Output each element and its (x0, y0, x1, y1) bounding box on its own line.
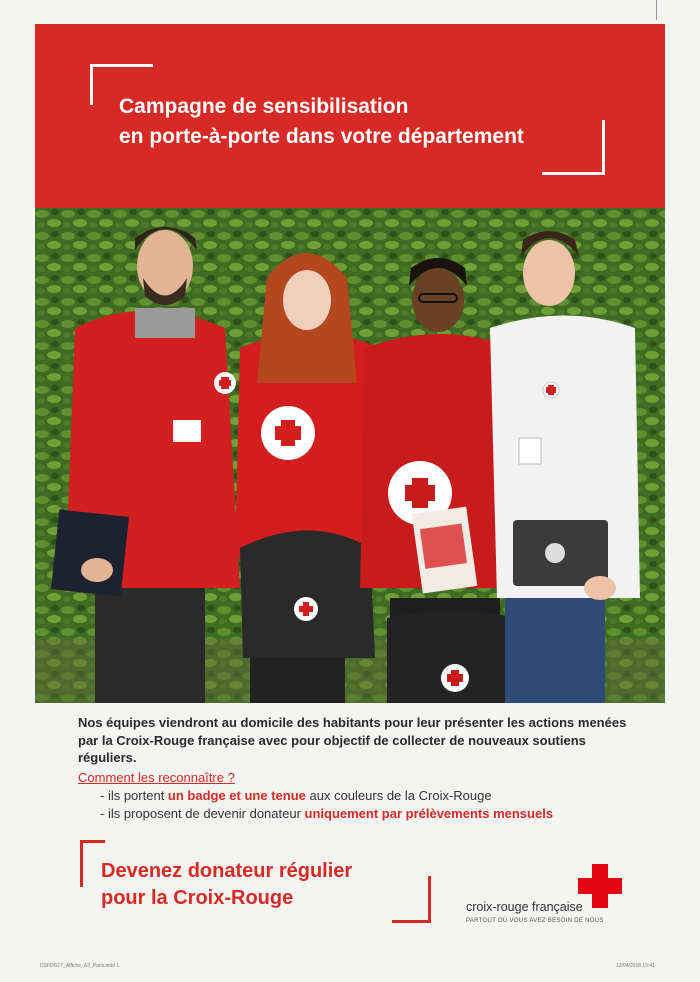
banner-title-line1: Campagne de sensibilisation (119, 95, 409, 118)
print-slug-right: 12/04/2018 15:41 (616, 963, 655, 969)
logo-tagline: PARTOUT OÙ VOUS AVEZ BESOIN DE NOUS (466, 918, 604, 924)
cta-line1: Devenez donateur régulier (101, 860, 353, 882)
header-banner (35, 24, 665, 208)
logo-wordmark (466, 900, 583, 914)
print-slug-left: DSFDG17_Affiche_A3_Paris.indd 1 (40, 963, 120, 969)
banner-title (119, 92, 619, 152)
call-to-action (101, 858, 431, 912)
bullet2-highlight: uniquement par prélèvements mensuels (304, 806, 554, 821)
recognition-question: Comment les reconnaître ? (78, 770, 235, 785)
volunteers-photo (35, 208, 665, 703)
crop-mark (656, 0, 657, 20)
banner-title-line2: en porte-à-porte dans votre département (119, 125, 524, 148)
recognition-list (100, 787, 553, 823)
recognition-item-badge (100, 787, 553, 805)
red-cross-logo-icon (578, 864, 622, 908)
bullet1-highlight: un badge et une tenue (167, 788, 306, 803)
cta-line2: pour la Croix-Rouge (101, 887, 294, 909)
recognition-item-payment (100, 805, 553, 823)
bullet1-prefix: - ils portent (100, 788, 168, 803)
logo-name-bold: croix-rouge (466, 900, 529, 914)
bullet2-prefix: - ils proposent de devenir donateur (100, 806, 305, 821)
intro-paragraph: Nos équipes viendront au domicile des habitants pour leur présenter les actions menées par la Croix-Rouge française avec pour objectif de collecter de nouveaux soutiens réguliers. (78, 715, 627, 765)
bullet1-suffix: aux couleurs de la Croix-Rouge (305, 788, 492, 803)
logo-name-light: française (528, 900, 583, 914)
volunteers-illustration (35, 208, 665, 703)
